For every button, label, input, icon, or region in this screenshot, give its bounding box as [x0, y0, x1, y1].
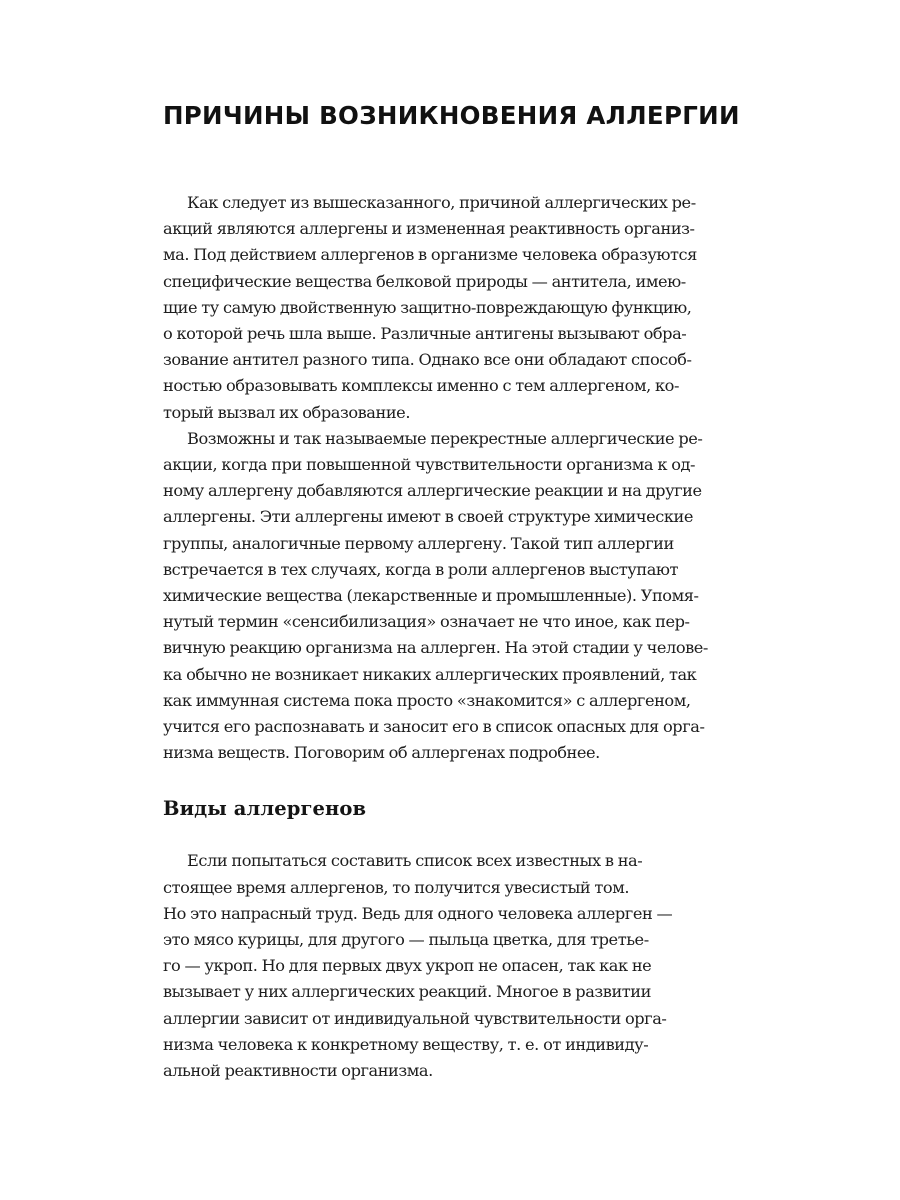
text-line: специфические вещества белковой природы — антитела, имею-: [163, 271, 686, 291]
text-line: ностью образовывать комплексы именно с тем аллергеном, ко-: [163, 376, 679, 396]
text-line: химические вещества (лекарственные и промышленные). Упомя-: [163, 586, 699, 606]
text-line: низма веществ. Поговорим об аллергенах подробнее.: [163, 743, 600, 763]
text-line: низма человека к конкретному веществу, т. е. от индивиду-: [163, 1034, 649, 1054]
text-line: учится его распознавать и заносит его в список опасных для орга-: [163, 717, 705, 737]
text-line: альной реактивности организма.: [163, 1061, 433, 1081]
text-line: торый вызвал их образование.: [163, 402, 411, 422]
text-line: аллергены. Эти аллергены имеют в своей структуре химические: [163, 507, 694, 527]
text-line: Но это напрасный труд. Ведь для одного человека аллерген —: [163, 903, 673, 923]
text-line: Как следует из вышесказанного, причиной аллергических ре-: [187, 193, 696, 212]
text-line: встречается в тех случаях, когда в роли аллергенов выступают: [163, 559, 679, 579]
text-line: это мясо курицы, для другого — пыльца цветка, для третье-: [163, 930, 649, 950]
text-line: вызывает у них аллергических реакций. Многое в развитии: [163, 982, 651, 1002]
text-line: Возможны и так называемые перекрестные аллергические ре-: [187, 428, 703, 448]
text-line: группы, аналогичные первому аллергену. Такой тип аллергии: [163, 533, 674, 553]
text-line: ка обычно не возникает никаких аллергических проявлений, так: [163, 664, 697, 684]
section-body: [163, 190, 737, 766]
text-line: стоящее время аллергенов, то получится увесистый том.: [163, 877, 630, 897]
text-line: о которой речь шла выше. Различные антигены вызывают обра-: [163, 324, 687, 344]
subsection-body: [163, 848, 737, 1084]
text-line: как иммунная система пока просто «знакомится» с аллергеном,: [163, 690, 691, 710]
text-line: го — укроп. Но для первых двух укроп не опасен, так как не: [163, 956, 652, 976]
chapter-title: ПРИЧИНЫ ВОЗНИКНОВЕНИЯ АЛЛЕРГИИ: [163, 101, 740, 130]
subsection-paragraph-1: [163, 848, 737, 1084]
text-line: акции, когда при повышенной чувствительности организма к од-: [163, 455, 696, 475]
text-line: зование антител разного типа. Однако все они обладают способ-: [163, 350, 692, 370]
paragraph-1: [163, 190, 737, 426]
paragraph-2: [163, 426, 737, 767]
book-page: [163, 96, 740, 1084]
text-line: нутый термин «сенсибилизация» означает не что иное, как пер-: [163, 612, 690, 632]
text-line: ному аллергену добавляются аллергические реакции и на другие: [163, 481, 702, 501]
text-line: вичную реакцию организма на аллерген. На этой стадии у челове-: [163, 638, 708, 658]
text-line: ма. Под действием аллергенов в организме человека образуются: [163, 245, 697, 265]
text-line: акций являются аллергены и измененная реактивность организ-: [163, 219, 695, 239]
text-line: щие ту самую двойственную защитно-повреждающую функцию,: [163, 297, 692, 317]
subsection-title: Виды аллергенов: [163, 797, 367, 821]
text-line: аллергии зависит от индивидуальной чувствительности орга-: [163, 1008, 667, 1028]
text-line: Если попытаться составить список всех известных в на-: [187, 851, 643, 871]
